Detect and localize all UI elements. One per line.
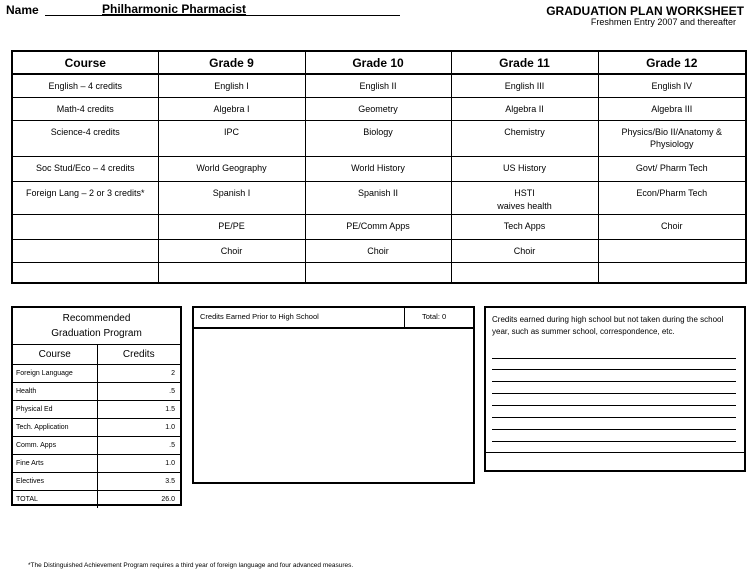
rec-course: Foreign Language: [13, 365, 97, 383]
rec-course: TOTAL: [13, 491, 97, 509]
rec-credits: 2: [97, 365, 180, 383]
write-line[interactable]: [492, 358, 736, 359]
rec-course: Health: [13, 383, 97, 401]
table-cell: [598, 262, 746, 283]
col-grade-9: Grade 9: [158, 51, 305, 74]
col-grade-10: Grade 10: [305, 51, 451, 74]
table-cell: Govt/ Pharm Tech: [598, 156, 746, 181]
rec-course: Electives: [13, 473, 97, 491]
table-cell: PE/Comm Apps: [305, 214, 451, 239]
summer-credits-text: Credits earned during high school but not taken during the school year, such as summer school, correspondence, etc.: [492, 315, 724, 336]
table-cell: Tech Apps: [451, 214, 598, 239]
recommended-header-row: [13, 345, 180, 365]
table-cell: English I: [158, 74, 305, 97]
table-cell: Spanish I: [158, 181, 305, 214]
table-cell: Choir: [598, 214, 746, 239]
col-grade-12: Grade 12: [598, 51, 746, 74]
name-label: Name: [6, 3, 39, 17]
table-row: [12, 214, 746, 239]
table-cell: Choir: [305, 239, 451, 262]
rec-credits: 1.0: [97, 455, 180, 473]
rec-credits: 26.0: [97, 491, 180, 509]
write-line[interactable]: [492, 381, 736, 382]
table-cell: English IV: [598, 74, 746, 97]
divider: [404, 308, 405, 327]
rec-col-course: Course: [13, 345, 97, 365]
table-row: [12, 181, 746, 214]
summer-credits-box: [484, 306, 746, 472]
recommended-program-box: [11, 306, 182, 506]
table-row: [12, 120, 746, 156]
table-row: [13, 437, 180, 455]
table-cell: [305, 262, 451, 283]
waives-health-note: waives health: [497, 200, 552, 211]
table-cell: [158, 262, 305, 283]
table-cell: World Geography: [158, 156, 305, 181]
table-cell: Biology: [305, 120, 451, 156]
table-cell: Science-4 credits: [12, 120, 158, 156]
table-cell: English II: [305, 74, 451, 97]
prior-credits-total: Total: 0: [422, 312, 447, 321]
rec-col-credits: Credits: [97, 345, 180, 365]
table-row: [12, 262, 746, 283]
table-cell: US History: [451, 156, 598, 181]
table-cell: Foreign Lang – 2 or 3 credits*: [12, 181, 158, 214]
table-row: [13, 455, 180, 473]
table-row: [13, 419, 180, 437]
table-cell: Algebra III: [598, 97, 746, 120]
table-cell: Physics/Bio II/Anatomy & Physiology: [598, 120, 746, 156]
table-row: [12, 239, 746, 262]
name-value: Philharmonic Pharmacist: [102, 2, 247, 16]
rec-course: Fine Arts: [13, 455, 97, 473]
table-row: [13, 473, 180, 491]
rec-course: Physical Ed: [13, 401, 97, 419]
table-cell: English III: [451, 74, 598, 97]
table-cell: [451, 262, 598, 283]
table-cell: Chemistry: [451, 120, 598, 156]
col-course: Course: [12, 51, 158, 74]
recommended-title: [13, 311, 180, 341]
table-row: [13, 401, 180, 419]
table-cell: [12, 214, 158, 239]
rec-course: Comm. Apps: [13, 437, 97, 455]
table-cell: Geometry: [305, 97, 451, 120]
rec-course: Tech. Application: [13, 419, 97, 437]
summer-total-divider: [486, 452, 744, 453]
table-cell: World History: [305, 156, 451, 181]
write-line[interactable]: [492, 417, 736, 418]
col-grade-11: Grade 11: [451, 51, 598, 74]
table-cell: Econ/Pharm Tech: [598, 181, 746, 214]
table-cell: Choir: [158, 239, 305, 262]
worksheet-subtitle: Freshmen Entry 2007 and thereafter: [590, 17, 736, 27]
write-line[interactable]: [492, 441, 736, 442]
table-cell: Soc Stud/Eco – 4 credits: [12, 156, 158, 181]
write-line[interactable]: [492, 393, 736, 394]
graduation-plan-table: [11, 50, 747, 284]
plan-header-row: [12, 51, 746, 74]
recommended-title-line1: Recommended: [62, 313, 131, 324]
prior-credits-label: Credits Earned Prior to High School: [200, 312, 319, 321]
prior-credits-box: [192, 306, 475, 484]
table-row: [13, 491, 180, 509]
table-cell: HSTI waives health: [451, 181, 598, 214]
table-cell: Algebra II: [451, 97, 598, 120]
rec-credits: 1.5: [97, 401, 180, 419]
table-cell: [12, 239, 158, 262]
table-cell: PE/PE: [158, 214, 305, 239]
rec-credits: .5: [97, 437, 180, 455]
write-line[interactable]: [492, 429, 736, 430]
table-row: [12, 74, 746, 97]
recommended-title-line2: Graduation Program: [51, 328, 142, 339]
rec-credits: 3.5: [97, 473, 180, 491]
table-row: [12, 97, 746, 120]
table-cell: [12, 262, 158, 283]
table-cell: Algebra I: [158, 97, 305, 120]
table-cell: Spanish II: [305, 181, 451, 214]
prior-credits-header: [194, 308, 473, 329]
table-cell: [598, 239, 746, 262]
table-cell: English – 4 credits: [12, 74, 158, 97]
table-row: [13, 365, 180, 383]
table-row: [13, 383, 180, 401]
table-cell: Math-4 credits: [12, 97, 158, 120]
write-line[interactable]: [492, 405, 736, 406]
footnote: *The Distinguished Achievement Program requires a third year of foreign language and four advanced measures.: [28, 562, 354, 569]
write-line[interactable]: [492, 369, 736, 370]
recommended-table: [13, 344, 180, 508]
rec-credits: 1.0: [97, 419, 180, 437]
rec-credits: .5: [97, 383, 180, 401]
table-cell: Choir: [451, 239, 598, 262]
name-field[interactable]: [45, 2, 400, 16]
worksheet-title: GRADUATION PLAN WORKSHEET: [546, 4, 744, 18]
table-cell: IPC: [158, 120, 305, 156]
table-row: [12, 156, 746, 181]
